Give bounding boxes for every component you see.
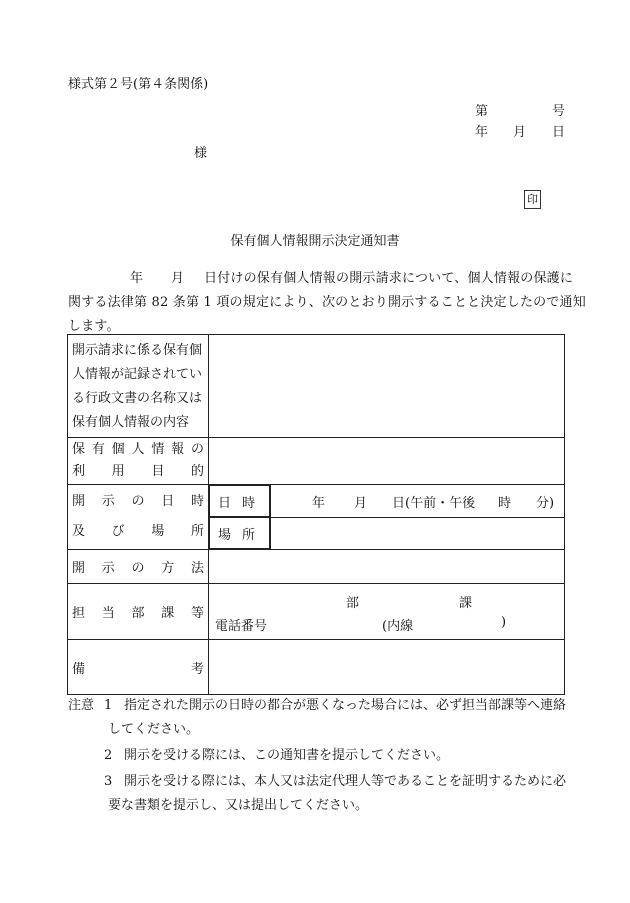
- date-day: 日: [552, 125, 566, 140]
- doc-number-prefix: 第: [475, 104, 489, 119]
- phone-label: 電話番号: [215, 619, 268, 634]
- department-field[interactable]: 部 課 電話番号 (内線 ): [209, 584, 565, 640]
- seal-icon: 印: [524, 190, 541, 209]
- datetime-place-label: 開 示 の 日 時 及 び 場 所: [68, 485, 209, 550]
- date-year: 年: [475, 125, 489, 140]
- document-name-label: 開示請求に係る保有個 人情報が記録されてい る行政文書の名称又は 保有個人情報の内容: [68, 335, 209, 438]
- table-row: [68, 640, 565, 695]
- place-sublabel: 場 所: [209, 517, 270, 549]
- document-title: 保有個人情報開示決定通知書: [230, 234, 400, 249]
- table-row: [68, 485, 565, 518]
- method-label: 開 示 の 方 法: [68, 550, 209, 584]
- remarks-field[interactable]: [209, 640, 565, 695]
- date-month: 月: [513, 125, 527, 140]
- addressee-suffix: 様: [194, 146, 208, 161]
- note-item: 2 開示を受ける際には、この通知書を提示してください。: [104, 748, 450, 763]
- datetime-field[interactable]: 年 月 日(午前・午後 時 分): [271, 485, 565, 518]
- remarks-label: 備 考: [68, 640, 209, 695]
- place-field[interactable]: [271, 517, 565, 550]
- note-item: 注意 1 指定された開示の日時の都合が悪くなった場合には、必ず担当部課等へ連絡 してください。: [68, 694, 568, 742]
- form-number: 様式第２号(第４条関係): [68, 77, 209, 92]
- table-row: [68, 335, 565, 438]
- notes: [68, 694, 568, 818]
- department-label: 担 当 部 課 等: [68, 584, 209, 640]
- table-row: [68, 550, 565, 584]
- seal-mark: [524, 190, 541, 209]
- body-line-2: 関する法律第 82 条第 1 項の規定により、次のとおり開示することと決定したので通知: [68, 295, 586, 310]
- purpose-field[interactable]: [209, 438, 565, 485]
- datetime-sublabel: 日 時: [209, 485, 270, 517]
- note-item: 3 開示を受ける際には、本人又は法定代理人等であることを証明するために必 要な書類を提示し、又は提出してください。: [104, 774, 567, 813]
- purpose-label: 保 有 個 人 情 報 の 利 用 目 的: [68, 438, 209, 485]
- disclosure-table: [67, 334, 565, 695]
- body-line-3: します。: [68, 319, 120, 334]
- method-field[interactable]: [209, 550, 565, 584]
- table-row: [68, 438, 565, 485]
- table-row: [68, 584, 565, 640]
- notes-heading: 注意: [68, 698, 95, 713]
- document-name-field[interactable]: [209, 335, 565, 438]
- doc-number-suffix: 号: [552, 104, 566, 119]
